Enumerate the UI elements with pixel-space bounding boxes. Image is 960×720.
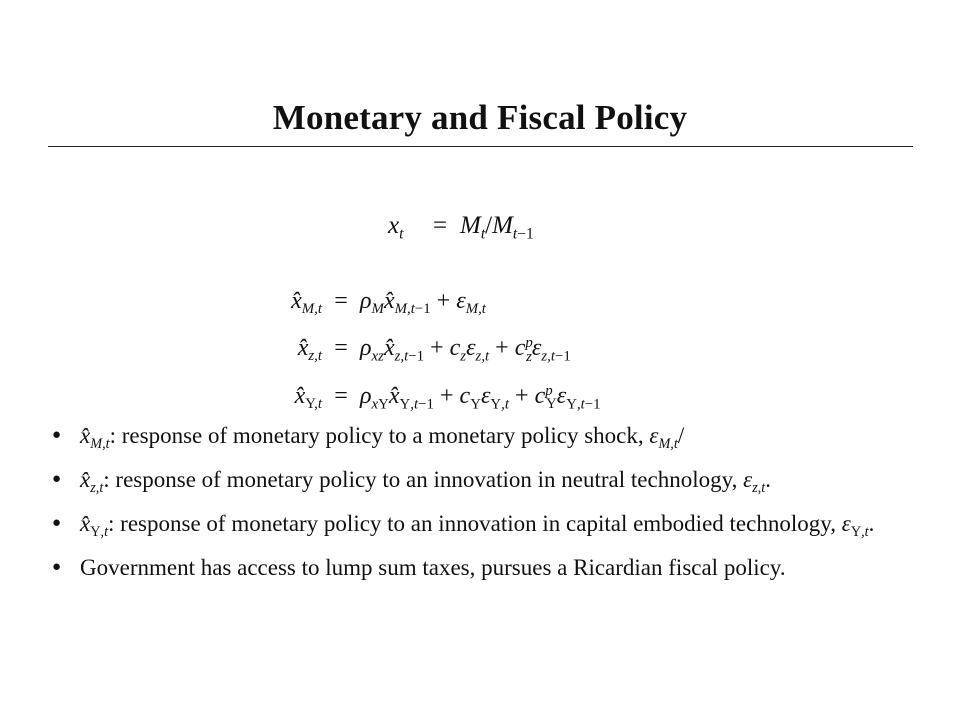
embodied-tech-equation: $x̂_{\Upsilon,t}$ = $\rho_{x\Upsilon}x̂_{\Upsilon,t-1} + c_\Upsilon\varepsilon_{\Upsilon,t} + c^p_\Upsilon\varepsilon_{\Upsilon,t-1}$ [294,382,601,412]
bullet-fiscal-policy: ● Government has access to lump sum taxes, pursues a Ricardian fiscal policy. [50,552,920,583]
bullet-list [50,420,920,587]
bullet-embodied-tech: ● $x̂_{\Upsilon,t}$: response of monetary policy to an innovation in capital embodied technology, $\varepsilon_{\Upsilon,t}$. [50,508,920,548]
bullet-text: : response of monetary policy to an innovation in capital embodied technology, [108,510,836,536]
bullet-neutral-tech: ● $x̂_{z,t}$: response of monetary policy to an innovation in neutral technology, $\varepsilon_{z,t}$. [50,464,920,504]
bullet-monetary-shock: ● $x̂_{M,t}$: response of monetary policy to a monetary policy shock, $\varepsilon_{M,t}/$ [50,420,920,460]
title-underline [48,146,913,147]
money-growth-equation: $x_t = M_t/M_{t-1}$ [388,212,534,243]
policy-rules-equations [260,284,601,421]
monetary-shock-equation: $x̂_{M,t}$ = $\rho_Mx̂_{M,t-1} + \varepsilon_{M,t}$ [291,288,486,318]
neutral-tech-equation: $x̂_{z,t}$ = $\rho_{xz}x̂_{z,t-1} + c_z\varepsilon_{z,t} + c^p_z\varepsilon_{z,t-1}$ [297,335,571,365]
bullet-text: : response of monetary policy to an innovation in neutral technology, [103,466,738,492]
slide-title: Monetary and Fiscal Policy [272,98,688,137]
bullet-text: : response of monetary policy to a monetary policy shock, [109,423,644,448]
